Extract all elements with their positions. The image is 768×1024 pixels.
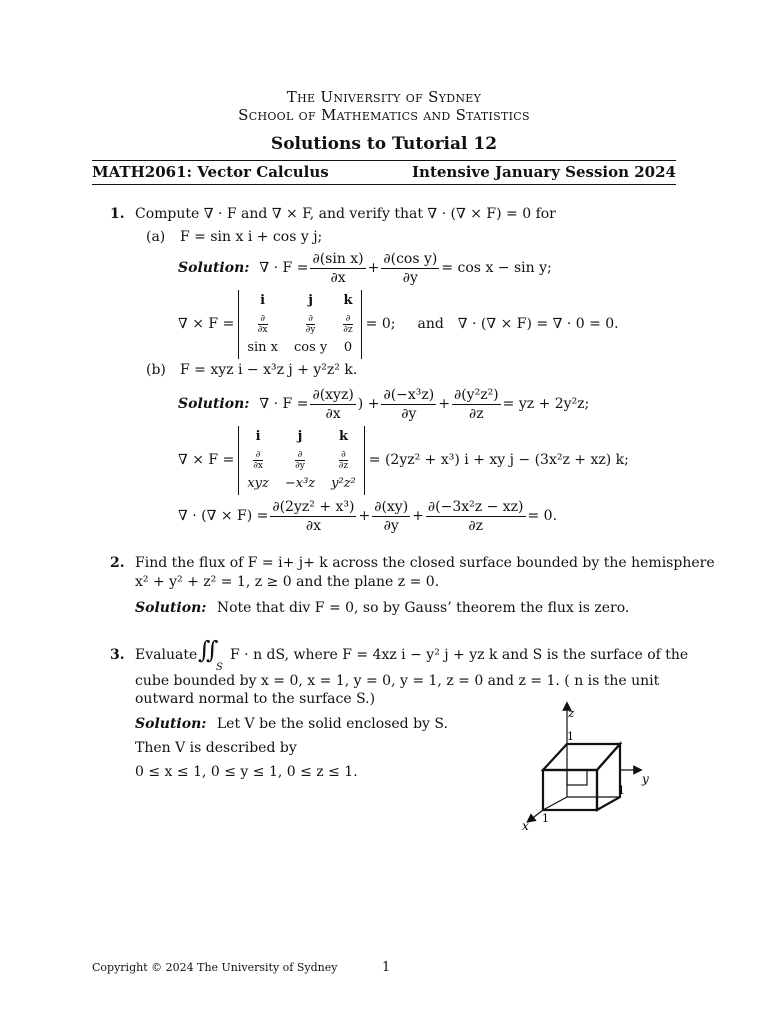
university-name: The University of Sydney (286, 88, 482, 106)
q3-line3: outward normal to the surface S.) (135, 691, 376, 707)
fraction: $\frac{\text{∂(2yz² + x³)}}{\partial x}$ (272, 498, 355, 534)
q3-solution (135, 716, 448, 732)
q3-line1: F · n dS, where F = 4xz i − y² j + yz k and S is the surface of the (230, 647, 689, 663)
integral-subscript: S (216, 662, 223, 673)
curl-lhs: ∇ × F = (178, 452, 235, 468)
cube-figure (510, 700, 670, 840)
q1a-divergence: Solution: ∇ · F = $\frac{\text{∂(sin x)}}{\partial x}$ + $\frac{\text{∂(cos y)}}{\partial y}$ = cos x − sin y; (178, 250, 552, 286)
tick-label-y: 1 (618, 784, 625, 797)
solution-label: Solution: (135, 600, 207, 616)
q1b-div-curl: ∇ · (∇ × F) = $\frac{\text{∂(2yz² + x³)}}{\partial x}$ + $\frac{\partial(xy)}{\partial y}$ + $\frac{\text{∂(−3x²z − xz)}}{\partial z}$ = 0. (178, 498, 558, 534)
div-rhs: = cos x − sin y; (441, 260, 552, 276)
header-rule-top (92, 160, 676, 161)
session-name: Intensive January Session 2024 (412, 163, 676, 181)
q1b-curl (178, 428, 629, 492)
fraction: $\frac{\text{∂(−x³z)}}{\partial y}$ (383, 386, 435, 422)
solution-label: Solution: (178, 396, 250, 412)
div-curl-lhs: ∇ · (∇ × F) = (178, 508, 269, 524)
fraction: $\frac{\text{∂(sin x)}}{\partial x}$ (312, 250, 364, 286)
q3-bounds: 0 ≤ x ≤ 1, 0 ≤ y ≤ 1, 0 ≤ z ≤ 1. (135, 764, 358, 780)
div-curl-rhs: = 0. (527, 508, 558, 524)
q3-then: Then V is described by (135, 740, 297, 756)
cube-edge (543, 797, 567, 810)
solution-label: Solution: (135, 716, 207, 732)
double-integral-sign: ∬ (198, 636, 219, 664)
fraction: $\frac{\text{∂(−3x²z − xz)}}{\partial z}$ (427, 498, 524, 534)
q1-prompt: Compute ∇ · F and ∇ × F, and verify that ∇ · (∇ × F) = 0 for (135, 206, 556, 222)
q3-solution-text: Let V be the solid enclosed by S. (216, 716, 448, 732)
fraction: $\frac{\text{∂(cos y)}}{\partial y}$ (383, 250, 438, 286)
div-lhs: ∇ · F = (259, 396, 309, 412)
div-lhs: ∇ · F = (259, 260, 309, 276)
header-rule-bottom (92, 184, 676, 185)
cube-right-face (597, 744, 620, 810)
q2-number: 2. (110, 555, 125, 571)
school-name: School of Mathematics and Statistics (238, 106, 530, 124)
q2-solution (135, 600, 629, 616)
and-word: and (417, 316, 444, 332)
cube-front-face (543, 770, 597, 810)
q1a-label: (a) (146, 229, 166, 245)
determinant-a: i j k $\frac{\partial}{\partial x}$ $\frac{\partial}{\partial y}$ $\frac{\partial}{\partial z}$ sin x cos y 0 (238, 290, 361, 359)
q1b-field: F = xyz i − x³z j + y²z² k. (180, 362, 358, 378)
curl-rhs: = (2yz² + x³) i + xy j − (3x²z + xz) k; (368, 452, 629, 468)
fraction: $\frac{\text{∂(xyz)}}{\partial x}$ (312, 386, 354, 422)
q3-evaluate: Evaluate (135, 647, 198, 663)
q1a-field: F = sin x i + cos y j; (180, 229, 323, 245)
div-rhs: = yz + 2y²z; (502, 396, 590, 412)
q1a-curl (178, 292, 619, 356)
determinant-b: i j k $\frac{\partial}{\partial x}$ $\frac{\partial}{\partial y}$ $\frac{\partial}{\partial z}$ xyz −x³z y²z² (238, 426, 364, 495)
axis-label-z: z (568, 706, 575, 720)
page-title: Solutions to Tutorial 12 (270, 134, 498, 154)
div-curl-a: ∇ · (∇ × F) = ∇ · 0 = 0. (457, 316, 619, 332)
curl-rhs: = 0; (365, 316, 396, 332)
fraction: $\frac{\text{∂(y²z²)}}{\partial z}$ (453, 386, 499, 422)
tick-label-z: 1 (567, 730, 574, 743)
course-code: MATH2061: Vector Calculus (92, 163, 329, 181)
q2-line2: x² + y² + z² = 1, z ≥ 0 and the plane z = 0. (135, 574, 440, 590)
tick-label-x: 1 (542, 812, 549, 825)
cube-inner-face (567, 770, 587, 785)
q2-solution-text: Note that div F = 0, so by Gauss’ theorem the flux is zero. (216, 600, 630, 616)
page-number: 1 (382, 960, 391, 975)
q2-line1: Find the flux of F = i+ j+ k across the closed surface bounded by the hemisphere (135, 555, 715, 571)
q3-line2: cube bounded by x = 0, x = 1, y = 0, y = 1, z = 0 and z = 1. ( n is the unit (135, 673, 660, 689)
axis-label-y: y (642, 772, 649, 786)
q1-number: 1. (110, 206, 125, 222)
q1b-divergence: Solution: ∇ · F = $\frac{\text{∂(xyz)}}{\partial x}$ ) + $\frac{\text{∂(−x³z)}}{\partial y}$ + $\frac{\text{∂(y²z²)}}{\partial z}$ = yz + 2y²z; (178, 386, 590, 422)
q1b-label: (b) (146, 362, 166, 378)
axis-label-x: x (522, 819, 529, 833)
solution-label: Solution: (178, 260, 250, 276)
q3-number: 3. (110, 647, 125, 663)
copyright: Copyright © 2024 The University of Sydney (92, 961, 338, 974)
curl-lhs: ∇ × F = (178, 316, 235, 332)
fraction: $\frac{\partial(xy)}{\partial y}$ (374, 498, 409, 534)
